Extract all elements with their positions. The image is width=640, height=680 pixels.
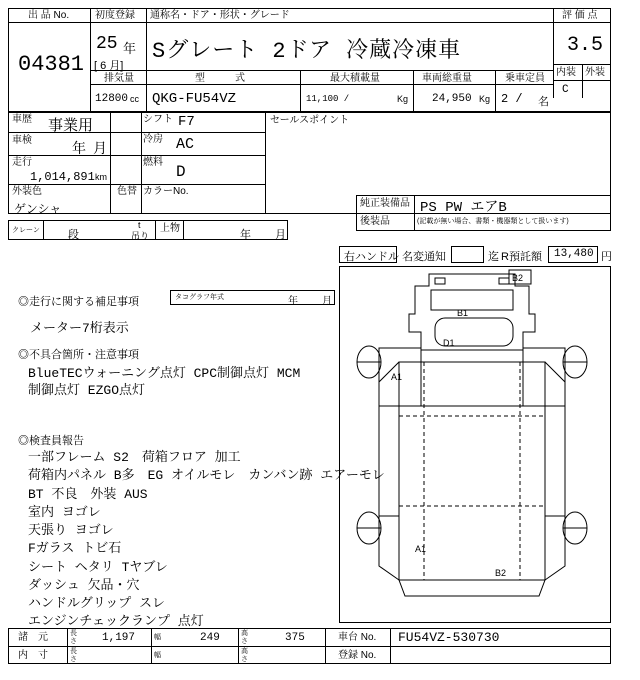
aircon-label: 冷房: [143, 134, 163, 145]
max-load-unit: Kg: [397, 94, 409, 104]
displacement-value: 12800: [95, 93, 129, 105]
inspection-label: 車検: [12, 135, 32, 146]
reg-year: 25: [96, 34, 118, 54]
exterior-label: 外装: [585, 67, 605, 78]
displacement-unit: cc: [130, 94, 139, 104]
defect-line: BlueTECウォーニング点灯 CPC制御点灯 MCM: [28, 366, 301, 381]
driving-heading: ◎走行に関する補足事項: [18, 296, 139, 308]
first-reg-label: 初度登録: [95, 10, 135, 21]
handle-value: 右ハンドル: [344, 251, 399, 263]
gross-weight-unit: Kg: [479, 94, 491, 104]
inspector-line: BT 不良 外装 AUS: [28, 487, 148, 502]
color-label: 外装色: [12, 186, 42, 197]
year-unit: 年: [123, 41, 137, 56]
crane-label: クレーン: [12, 227, 40, 234]
cab-window: [431, 290, 513, 310]
crane-ton-unit: t: [138, 220, 141, 230]
sales-point-label: セールスポイント: [270, 115, 350, 126]
crane-stage-unit: 段: [68, 229, 79, 241]
chassis-value: FU54VZ-530730: [398, 630, 500, 645]
capacity-unit: 名: [538, 96, 549, 108]
interior-grade: C: [562, 84, 569, 96]
inspector-line: 荷箱内パネル B多 EG オイルモレ カンバン跡 エアーモレ: [28, 468, 385, 483]
dims-label: 諸 元: [18, 632, 48, 643]
color-code-label: 色替: [117, 186, 137, 197]
body-year-unit: 年: [240, 229, 251, 241]
width-label: 幅: [154, 634, 161, 641]
driving-note: メーター7桁表示: [30, 321, 129, 336]
inner-label: 内 寸: [18, 650, 48, 661]
equipment-value: PS PW エアB: [420, 200, 507, 216]
length-value: 1,197: [102, 632, 136, 644]
defects-heading: ◎不具合箇所・注意事項: [18, 349, 139, 361]
rear-bumper: [399, 580, 545, 596]
r-deposit-label: R預託額: [501, 251, 542, 263]
color-value: ゲンシャ: [14, 203, 62, 217]
inner-length-label: 長さ: [70, 648, 77, 663]
fuel-value: D: [176, 163, 186, 181]
reg-month: [ 6 月]: [94, 60, 124, 72]
damage-mark-b2-top: B2: [512, 273, 524, 283]
length-label: 長さ: [70, 630, 77, 645]
tacho-year-unit: 年: [288, 296, 298, 307]
inspection-year-unit: 年: [72, 140, 86, 156]
inspector-line: ダッシュ 欠品・穴: [28, 578, 140, 593]
capacity-label: 乗車定員: [505, 73, 545, 84]
inspector-line: 室内 ヨゴレ: [28, 505, 101, 520]
reg-no-label: 登録 No.: [338, 650, 377, 661]
deadline-label: 迄: [488, 251, 499, 263]
model-type-label: 型 式: [195, 73, 245, 84]
body-month-unit: 月: [275, 229, 286, 241]
score-value: 3.5: [567, 34, 604, 57]
max-load-value: 11,100 /: [306, 94, 350, 104]
tacho-label: タコグラフ年式: [175, 294, 224, 301]
cab-light: [499, 278, 509, 284]
shift-label: シフト: [143, 114, 173, 125]
damage-mark-b2-rear: B2: [495, 568, 507, 578]
cab-outline: [409, 274, 535, 350]
defect-line: 制御点灯 EZGO点灯: [28, 383, 146, 398]
damage-mark-a1-rear: A1: [415, 544, 427, 554]
lot-number: 04381: [18, 52, 85, 77]
aftermarket-note: (記載が無い場合、書類・機器類として扱います): [417, 218, 569, 225]
equipment-label: 純正装備品: [360, 198, 410, 209]
max-load-label: 最大積載量: [330, 73, 380, 84]
width-value: 249: [200, 632, 220, 644]
cab-light: [435, 278, 445, 284]
interior-label: 内装: [556, 67, 576, 78]
inner-height-label: 高さ: [241, 648, 248, 663]
title-label: 通称名・ドア・形状・グレード: [150, 10, 290, 21]
height-value: 375: [285, 632, 305, 644]
yen-unit: 円: [601, 251, 612, 263]
name-change-label: 名変通知: [402, 251, 446, 263]
body-side-right: [523, 348, 565, 406]
name-change-box: [451, 246, 484, 263]
inspector-heading: ◎検査員報告: [18, 435, 84, 447]
lot-label: 出 品 No.: [28, 10, 70, 21]
crane-hang-unit: 吊り: [131, 231, 150, 241]
inspector-line: 天張り ヨゴレ: [28, 523, 114, 538]
history-label: 車歴: [12, 114, 32, 125]
r-deposit-value: 13,480: [554, 248, 594, 260]
gross-weight-value: 24,950: [432, 93, 472, 105]
gross-weight-label: 車両総重量: [422, 73, 472, 84]
damage-mark-b1: B1: [457, 308, 469, 318]
aftermarket-label: 後装品: [360, 216, 390, 227]
damage-mark-a1-front: A1: [391, 372, 403, 382]
inspector-line: Fガラス トビ石: [28, 541, 122, 556]
mileage-label: 走行: [12, 157, 32, 168]
aircon-value: AC: [176, 136, 195, 153]
inspector-line: 一部フレーム S2 荷箱フロア 加工: [28, 450, 241, 465]
shift-value: F7: [178, 114, 195, 130]
mileage-value: 1,014,891: [30, 170, 95, 184]
body-label: 上物: [160, 223, 180, 234]
model-name: Sグレート 2ドア 冷蔵冷凍車: [152, 39, 462, 64]
history-value: 事業用: [48, 117, 94, 134]
inspection-month-unit: 月: [93, 140, 107, 156]
score-label: 評 価 点: [562, 10, 598, 21]
inner-width-label: 幅: [154, 652, 161, 659]
tacho-month-unit: 月: [322, 296, 332, 307]
inspector-line: ハンドルグリップ スレ: [28, 596, 166, 611]
displacement-label: 排気量: [104, 73, 134, 84]
model-type-value: QKG-FU54VZ: [152, 91, 237, 107]
truck-diagram: [339, 266, 611, 623]
mileage-unit: km: [95, 172, 107, 182]
inspector-line: エンジンチェックランプ 点灯: [28, 614, 204, 629]
chassis-label: 車台 No.: [338, 632, 377, 643]
height-label: 高さ: [241, 630, 248, 645]
damage-mark-d1: D1: [443, 338, 455, 348]
color-no-label: カラーNo.: [143, 186, 189, 197]
fuel-label: 燃料: [143, 157, 163, 168]
capacity-value: 2 /: [501, 92, 523, 106]
inspector-line: シート ヘタリ Tヤブレ: [28, 560, 168, 575]
